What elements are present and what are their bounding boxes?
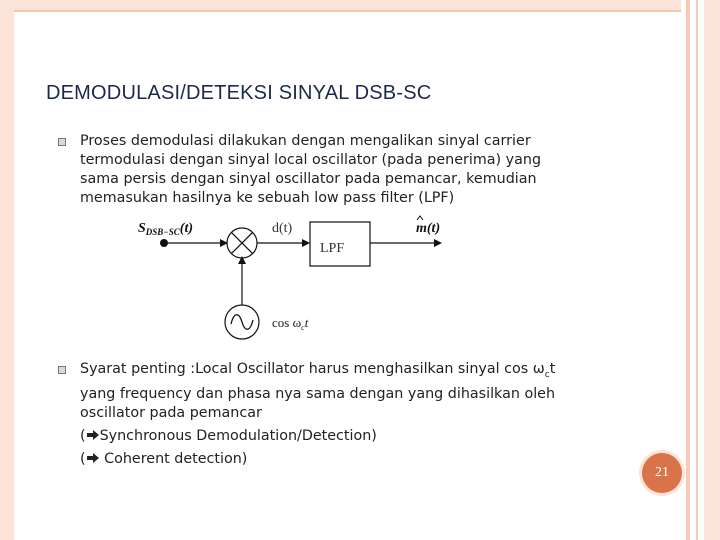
bullet-2-line: oscillator pada pemancar <box>80 404 262 421</box>
oscillator-label: $\cos \omega_ct$ <box>272 315 309 332</box>
arrow-head-icon <box>302 239 310 247</box>
bullet-1-line: termodulasi dengan sinyal local oscillator (pada penerima) yang <box>80 152 542 168</box>
output-signal-label: m(t) <box>416 221 441 236</box>
bullet-2-line: yang frequency dan phasa nya sama dengan yang dihasilkan oleh <box>80 385 556 402</box>
slide-title: DEMODULASI/DETEKSI SINYAL DSB-SC <box>46 82 432 104</box>
page-number-badge: 21 <box>642 453 682 493</box>
arrow-head-icon <box>434 239 442 247</box>
bullet-2-line: ( Synchronous Demodulation/Detection) <box>80 427 377 444</box>
input-node <box>160 239 168 247</box>
lpf-label: LPF <box>320 241 345 256</box>
bullet-1-line: Proses demodulasi dilakukan dengan mengalikan sinyal carrier <box>80 133 531 149</box>
bullet-1-line: memasukan hasilnya ke sebuah low pass filter (LPF) <box>80 190 455 206</box>
oscillator-sine-icon <box>225 305 259 339</box>
mixer-output-label: d(t) <box>272 221 293 236</box>
mixer-multiply-icon <box>227 228 257 258</box>
bullet-2-line: ( Coherent detection) <box>80 450 248 467</box>
bullet-2-line: Syarat penting :Local Oscillator harus menghasilkan sinyal $\cos \omega_ct$ <box>80 361 556 380</box>
input-signal-label: $S_{DSB-SC}(t)$ <box>138 221 193 237</box>
hat-accent <box>417 216 423 220</box>
bullet-1-line: sama persis dengan sinyal oscillator pada pemancar, kemudian <box>80 171 537 187</box>
